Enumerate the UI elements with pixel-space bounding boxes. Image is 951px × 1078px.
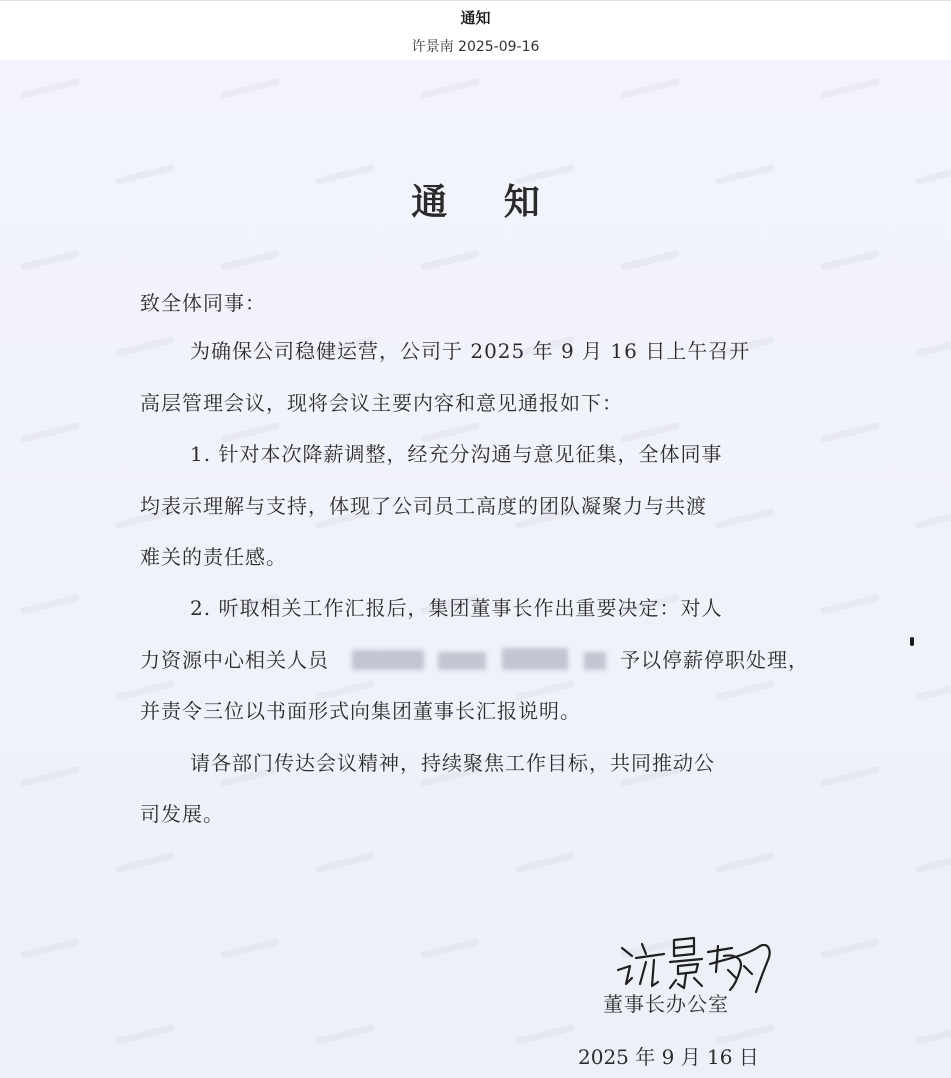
scan-mark — [910, 637, 914, 646]
paragraph-intro-line-1: 为确保公司稳健运营，公司于 2025 年 9 月 16 日上午召开 — [190, 339, 751, 363]
watermark-mark — [715, 508, 775, 529]
watermark-mark — [20, 78, 80, 99]
watermark-mark — [420, 78, 480, 99]
salutation: 致全体同事： — [140, 291, 266, 315]
item-2-line-1: 2. 听取相关工作汇报后，集团董事长作出重要决定：对人 — [190, 596, 723, 620]
closing-line-1: 请各部门传达会议精神，持续聚焦工作目标，共同推动公 — [190, 751, 715, 775]
watermark-mark — [915, 1024, 951, 1045]
watermark-mark — [915, 508, 951, 529]
watermark-mark — [20, 250, 80, 271]
watermark-mark — [220, 250, 280, 271]
watermark-mark — [115, 852, 175, 873]
item-2-line-2-start: 力资源中心相关人员 — [140, 648, 329, 672]
watermark-mark — [820, 422, 880, 443]
watermark-mark — [115, 1024, 175, 1045]
redacted-names — [352, 648, 614, 672]
watermark-mark — [620, 78, 680, 99]
watermark-mark — [20, 594, 80, 615]
watermark-mark — [315, 1024, 375, 1045]
item-1-line-3: 难关的责任感。 — [140, 545, 287, 569]
watermark-mark — [420, 938, 480, 959]
watermark-mark — [820, 250, 880, 271]
page-header — [0, 0, 951, 61]
paragraph-intro-line-2: 高层管理会议，现将会议主要内容和意见通报如下： — [140, 391, 623, 415]
watermark-mark — [115, 336, 175, 357]
item-2-line-3: 并责令三位以书面形式向集团董事长汇报说明。 — [140, 699, 581, 723]
watermark-mark — [515, 852, 575, 873]
watermark-mark — [915, 852, 951, 873]
page-title: 通知 — [460, 9, 491, 27]
watermark-mark — [620, 250, 680, 271]
watermark-mark — [515, 1024, 575, 1045]
author-name: 许景南 — [411, 39, 454, 55]
watermark-mark — [20, 766, 80, 787]
watermark-mark — [820, 594, 880, 615]
document-title: 通 知 — [411, 181, 562, 223]
watermark-mark — [820, 938, 880, 959]
watermark-mark — [715, 680, 775, 701]
signing-date: 2025 年 9 月 16 日 — [578, 1045, 759, 1069]
watermark-mark — [715, 852, 775, 873]
watermark-mark — [315, 852, 375, 873]
watermark-mark — [820, 78, 880, 99]
watermark-mark — [20, 938, 80, 959]
watermark-mark — [420, 250, 480, 271]
watermark-mark — [915, 680, 951, 701]
watermark-mark — [820, 766, 880, 787]
item-1-line-2: 均表示理解与支持，体现了公司员工高度的团队凝聚力与共渡 — [140, 494, 707, 518]
watermark-mark — [220, 78, 280, 99]
closing-line-2: 司发展。 — [140, 802, 224, 826]
item-2-line-2-end: 予以停薪停职处理， — [620, 648, 809, 672]
watermark-mark — [220, 938, 280, 959]
publish-date: 2025-09-16 — [458, 39, 540, 55]
signer-office: 董事长办公室 — [603, 992, 729, 1016]
watermark-mark — [915, 336, 951, 357]
watermark-mark — [20, 422, 80, 443]
notice-document — [0, 60, 951, 1078]
item-1-line-1: 1. 针对本次降薪调整，经充分沟通与意见征集，全体同事 — [190, 442, 723, 466]
author-date-line — [0, 36, 951, 56]
